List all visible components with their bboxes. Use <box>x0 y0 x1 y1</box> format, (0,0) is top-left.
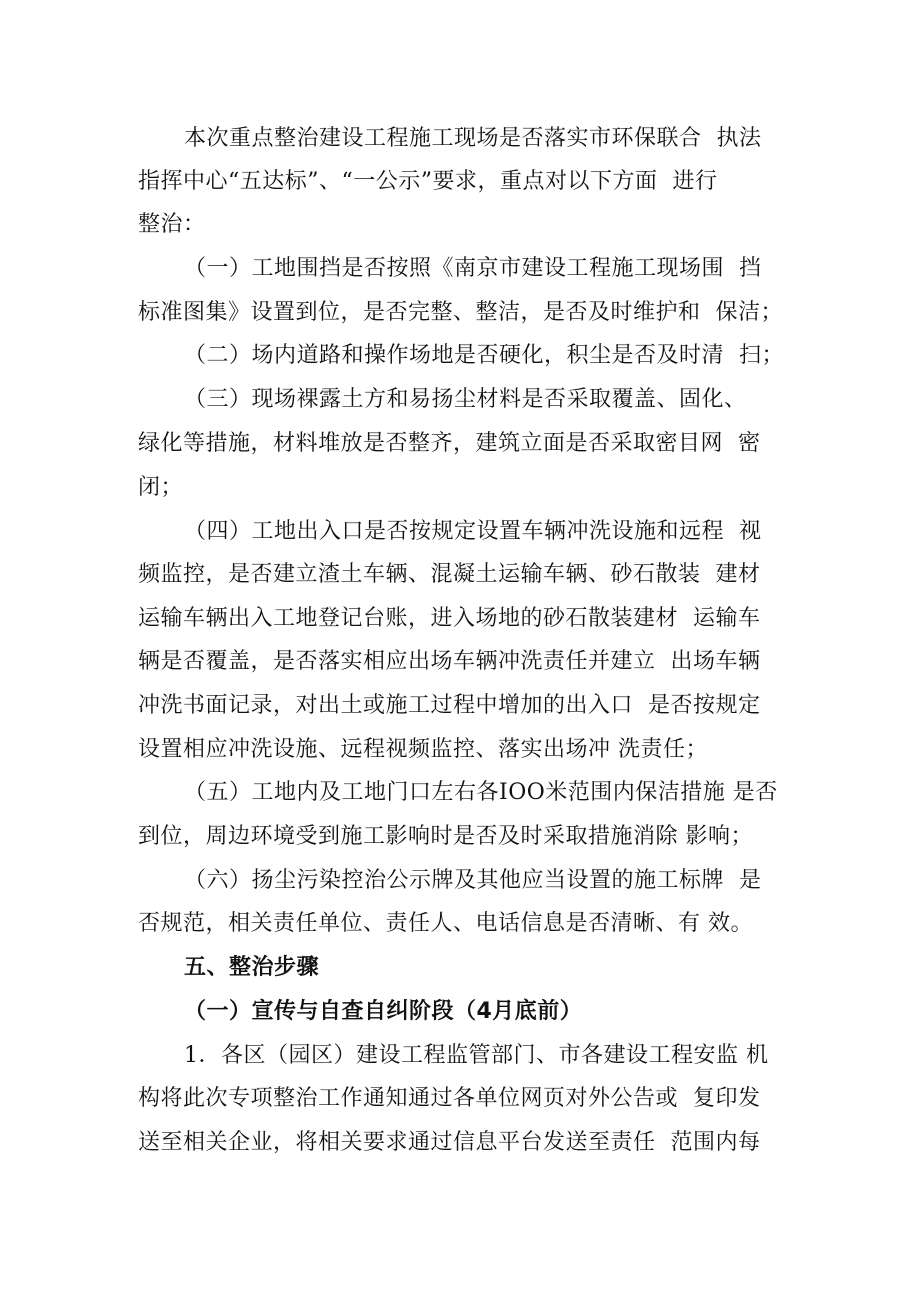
paragraph-line: 指挥中心“五达标”、“一公示”要求，重点对以下方面 进行 <box>138 169 718 194</box>
paragraph-line: 标准图集》设置到位，是否完整、整洁，是否及时维护和 保洁； <box>138 300 783 325</box>
paragraph-line: 1．各区（园区）建设工程监管部门、市各建设工程安监 机 <box>184 1043 769 1068</box>
paragraph-line: 送至相关企业，将相关要求通过信息平台发送至责任 范围内每 <box>138 1130 761 1155</box>
paragraph-line: 频监控，是否建立渣土车辆、混凝土运输车辆、砂石散装 建材 <box>138 562 761 587</box>
paragraph-line: 闭； <box>138 475 184 500</box>
paragraph-line: 整治： <box>138 212 206 237</box>
paragraph-line: 运输车辆出入工地登记台账，进入场地的砂石散装建材 运输车 <box>138 606 761 631</box>
paragraph-line: （五）工地内及工地门口左右各IOO米范围内保洁措施 是否 <box>184 780 778 805</box>
paragraph-line: 否规范，相关责任单位、责任人、电话信息是否清晰、有 效。 <box>138 911 753 936</box>
paragraph-line: 本次重点整治建设工程施工现场是否落实市环保联合 执法 <box>184 126 762 151</box>
paragraph-line: （四）工地出入口是否按规定设置车辆冲洗设施和远程 视 <box>184 519 762 544</box>
paragraph-line: （二）场内道路和操作场地是否硬化，积尘是否及时清 扫； <box>184 343 784 368</box>
paragraph-line: （三）现场裸露土方和易扬尘材料是否采取覆盖、固化、 <box>184 387 747 412</box>
paragraph-line: 绿化等措施，材料堆放是否整齐，建筑立面是否采取密目网 密 <box>138 431 761 456</box>
paragraph-line: （一）工地围挡是否按照《南京市建设工程施工现场围 挡 <box>184 256 762 281</box>
paragraph-line: （六）扬尘污染控治公示牌及其他应当设置的施工标牌 是 <box>184 868 762 893</box>
paragraph-line: 设置相应冲洗设施、远程视频监控、落实出场冲 洗责任； <box>138 737 708 762</box>
section-heading: 五、整治步骤 <box>184 955 320 980</box>
subsection-heading: （一）宣传与自查自纠阶段（4月底前） <box>184 999 583 1024</box>
paragraph-line: 辆是否覆盖，是否落实相应出场车辆冲洗责任并建立 出场车辆 <box>138 649 761 674</box>
paragraph-line: 构将此次专项整治工作通知通过各单位网页对外公告或 复印发 <box>138 1086 761 1111</box>
paragraph-line: 到位，周边环境受到施工影响时是否及时采取措施消除 影响； <box>138 824 753 849</box>
paragraph-line: 冲洗书面记录，对出土或施工过程中增加的出入口 是否按规定 <box>138 693 761 718</box>
